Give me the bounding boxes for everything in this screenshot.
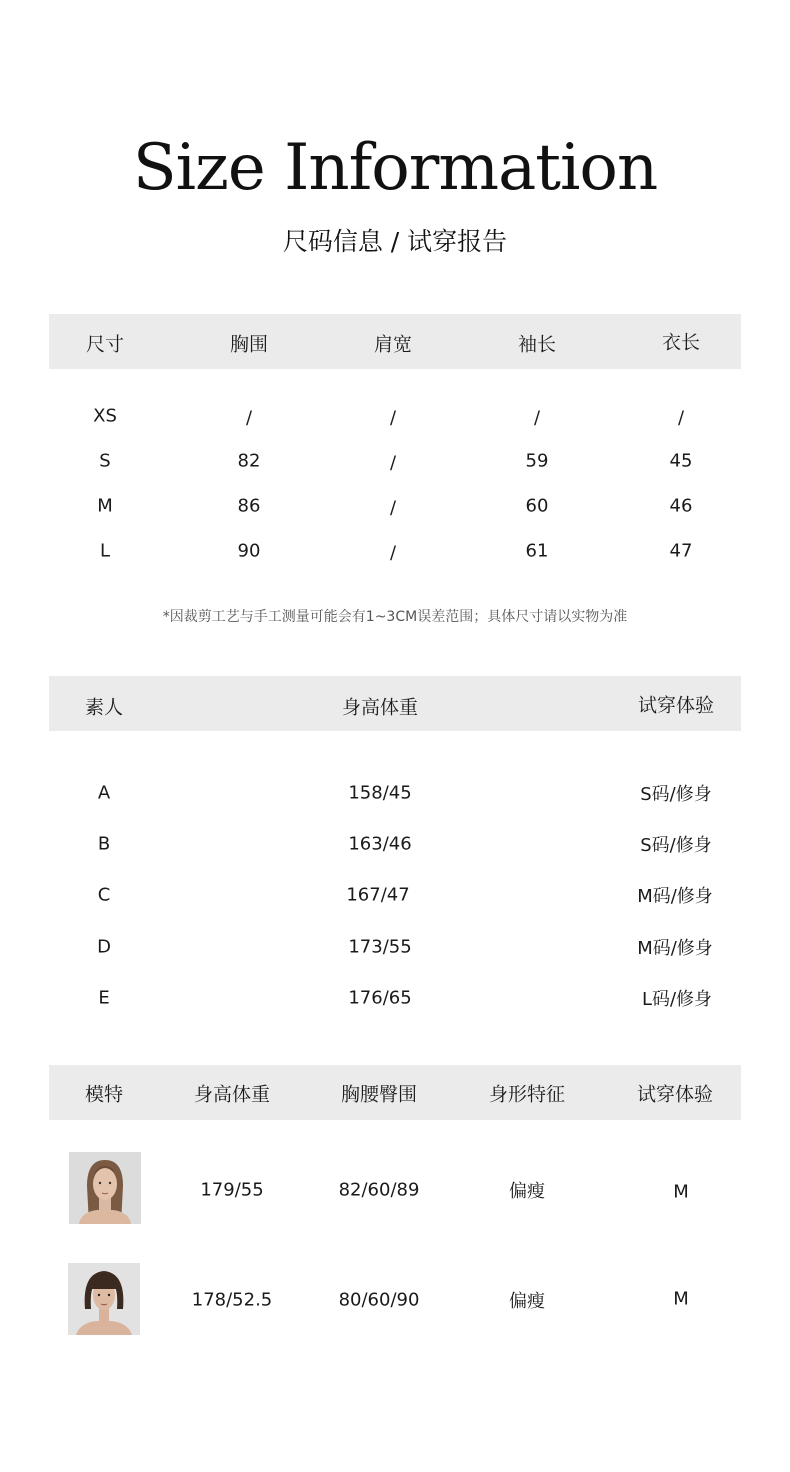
model-body-type: 偏瘦 (509, 1291, 545, 1312)
size-cell: / (245, 407, 253, 429)
size-cell: L (99, 540, 111, 562)
size-cell: / (389, 407, 397, 429)
page-title: Size Information (132, 131, 658, 205)
amateur-cell: S码/修身 (640, 784, 712, 805)
amateur-cell: C (97, 884, 111, 906)
model-height-weight: 179/55 (200, 1179, 264, 1201)
amateur-cell: A (97, 782, 111, 804)
model-measurements: 80/60/90 (338, 1289, 420, 1311)
model-fit: M (673, 1288, 689, 1310)
model-measurements: 82/60/89 (338, 1179, 420, 1201)
model-col-header: 胸腰臀围 (340, 1083, 418, 1106)
amateur-cell: B (97, 833, 111, 855)
model-photo-long-hair (69, 1152, 141, 1224)
size-cell: 86 (237, 495, 261, 517)
size-cell: 60 (525, 495, 549, 517)
model-height-weight: 178/52.5 (191, 1289, 273, 1311)
size-cell: 61 (525, 540, 549, 562)
amateur-cell: 173/55 (348, 936, 412, 958)
amateur-cell: 163/46 (348, 833, 412, 855)
amateur-cell: M码/修身 (637, 938, 713, 959)
amateur-cell: L码/修身 (641, 989, 713, 1010)
size-cell: / (533, 407, 541, 429)
size-cell: / (389, 497, 397, 519)
measurement-note: *因裁剪工艺与手工测量可能会有1~3CM误差范围；具体尺寸请以实物为准 (162, 609, 628, 625)
model-col-header: 身高体重 (193, 1083, 271, 1106)
amateur-col-header: 身高体重 (341, 696, 419, 719)
size-cell: 47 (669, 540, 693, 562)
model-col-header: 身形特征 (488, 1083, 566, 1106)
size-cell: 45 (669, 450, 693, 472)
size-cell: / (677, 407, 685, 429)
size-cell: 59 (525, 450, 549, 472)
page-subtitle: 尺码信息 / 试穿报告 (282, 227, 508, 256)
size-cell: 46 (669, 495, 693, 517)
size-col-header: 尺寸 (85, 333, 125, 356)
size-col-header: 袖长 (517, 333, 557, 356)
size-cell: 90 (237, 540, 261, 562)
amateur-col-header: 试穿体验 (637, 694, 715, 717)
amateur-cell: 176/65 (348, 987, 412, 1009)
size-col-header: 衣长 (661, 331, 701, 354)
amateur-cell: E (98, 987, 110, 1009)
amateur-cell: 167/47 (346, 884, 410, 906)
amateur-cell: 158/45 (348, 782, 412, 804)
size-cell: S (99, 450, 111, 472)
size-cell: M (97, 495, 113, 517)
amateur-col-header: 素人 (84, 696, 124, 719)
size-cell: / (389, 452, 397, 474)
amateur-cell: D (97, 936, 111, 958)
size-cell: 82 (237, 450, 261, 472)
model-col-header: 试穿体验 (636, 1083, 714, 1106)
amateur-cell: S码/修身 (640, 835, 712, 856)
size-col-header: 肩宽 (373, 333, 413, 356)
size-cell: XS (93, 405, 117, 427)
size-col-header: 胸围 (229, 333, 269, 356)
model-photo-bob-hair (68, 1263, 140, 1335)
model-col-header: 模特 (84, 1083, 124, 1106)
size-cell: / (389, 542, 397, 564)
model-fit: M (673, 1181, 689, 1203)
model-body-type: 偏瘦 (509, 1181, 545, 1202)
amateur-cell: M码/修身 (637, 886, 713, 907)
